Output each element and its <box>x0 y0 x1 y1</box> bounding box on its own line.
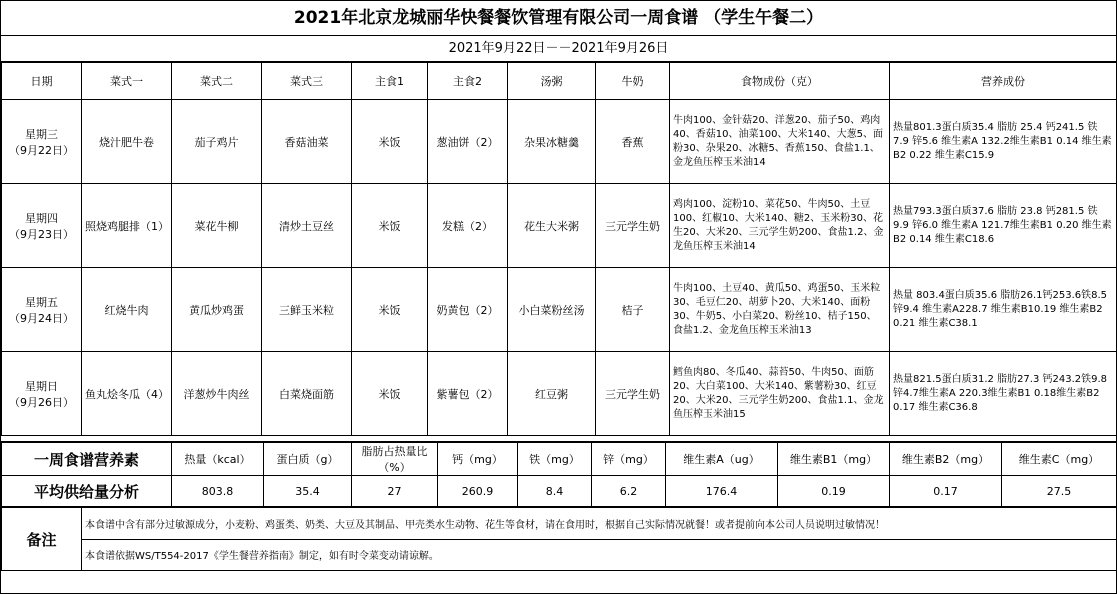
nutrient-value: 0.19 <box>778 476 890 507</box>
ingredients-cell: 鳕鱼肉80、冬瓜40、蒜苔50、牛肉50、面筋20、大白菜100、大米140、紫薯粉30、红豆20、大米20、三元学生奶200、食盐1.1、金龙鱼压榨玉米油15 <box>670 352 890 436</box>
staple2-cell: 葱油饼（2） <box>428 100 508 184</box>
header-staple1: 主食1 <box>352 63 428 100</box>
milk-cell: 香蕉 <box>596 100 670 184</box>
nutrition-label-top: 一周食谱营养素 <box>2 443 172 476</box>
date-range: 2021年9月22日－－2021年9月26日 <box>1 36 1116 62</box>
nutrient-header: 钙（mg） <box>438 443 518 476</box>
day-date: （9月22日） <box>9 143 74 157</box>
nutrient-header: 蛋白质（g） <box>264 443 352 476</box>
day-cell <box>2 268 82 352</box>
dish2-cell: 黄瓜炒鸡蛋 <box>172 268 262 352</box>
nutrition-header-row <box>2 443 1117 476</box>
ingredients-cell: 牛肉100、金针菇20、洋葱20、茄子50、鸡肉40、香菇10、油菜100、大米140、大葱5、面粉30、杂果20、冰糖5、香蕉150、食盐1.1、金龙鱼压榨玉米油14 <box>670 100 890 184</box>
header-soup: 汤粥 <box>508 63 596 100</box>
day-date: （9月23日） <box>9 227 74 241</box>
dish2-cell: 茄子鸡片 <box>172 100 262 184</box>
soup-cell: 花生大米粥 <box>508 184 596 268</box>
nutrition-cell: 热量801.3蛋白质35.4 脂肪 25.4 钙241.5 铁7.9 锌5.6 维生素A 132.2维生素B1 0.14 维生素B2 0.22 维生素C15.9 <box>890 100 1117 184</box>
staple2-cell: 奶黄包（2） <box>428 268 508 352</box>
header-staple2: 主食2 <box>428 63 508 100</box>
notes-guideline: 本食谱依据WS/T554-2017《学生餐营养指南》制定，如有时令菜变动请谅解。 <box>82 539 1117 571</box>
dish3-cell: 香菇油菜 <box>262 100 352 184</box>
milk-cell: 桔子 <box>596 268 670 352</box>
nutrient-value: 803.8 <box>172 476 264 507</box>
day-name: 星期日 <box>25 379 58 393</box>
soup-cell: 杂果冰糖羹 <box>508 100 596 184</box>
header-dish3: 菜式三 <box>262 63 352 100</box>
nutrient-header: 铁（mg） <box>518 443 592 476</box>
notes-table <box>1 507 1117 571</box>
soup-cell: 小白菜粉丝汤 <box>508 268 596 352</box>
day-cell <box>2 184 82 268</box>
dish3-cell: 清炒土豆丝 <box>262 184 352 268</box>
menu-table <box>1 62 1117 436</box>
nutrition-cell: 热量793.3蛋白质37.6 脂肪 23.8 钙281.5 铁9.9 锌6.0 维生素A 121.7维生素B1 0.20 维生素B2 0.14 维生素C18.6 <box>890 184 1117 268</box>
table-row <box>2 100 1117 184</box>
notes-allergen: 本食谱中含有部分过敏源成分，小麦粉、鸡蛋类、奶类、大豆及其制品、甲壳类水生动物、花生等食材，请在食用时，根据自己实际情况就餐！或者提前向本公司人员说明过敏情况！ <box>82 508 1117 540</box>
nutrient-value: 8.4 <box>518 476 592 507</box>
staple2-cell: 发糕（2） <box>428 184 508 268</box>
table-row <box>2 268 1117 352</box>
dish2-cell: 洋葱炒牛肉丝 <box>172 352 262 436</box>
ingredients-cell: 鸡肉100、淀粉10、菜花50、牛肉50、土豆100、红椒10、大米140、糖2、玉米粉30、花生20、大米20、三元学生奶200、食盐1.2、金龙鱼压榨玉米油14 <box>670 184 890 268</box>
nutrition-summary-table <box>1 442 1117 507</box>
nutrient-value: 260.9 <box>438 476 518 507</box>
nutrition-cell: 热量 803.4蛋白质35.6 脂肪26.1钙253.6铁8.5锌9.4 维生素A228.7 维生素B10.19 维生素B2 0.21 维生素C38.1 <box>890 268 1117 352</box>
header-nutrition: 营养成份 <box>890 63 1117 100</box>
nutrient-header: 维生素B1（mg） <box>778 443 890 476</box>
day-cell <box>2 100 82 184</box>
nutrient-value: 0.17 <box>890 476 1002 507</box>
nutrient-value: 27 <box>352 476 438 507</box>
staple1-cell: 米饭 <box>352 184 428 268</box>
day-name: 星期三 <box>25 127 58 141</box>
nutrient-header: 热量（kcal） <box>172 443 264 476</box>
nutrient-value: 176.4 <box>666 476 778 507</box>
staple1-cell: 米饭 <box>352 268 428 352</box>
soup-cell: 红豆粥 <box>508 352 596 436</box>
menu-header-row <box>2 63 1117 100</box>
nutrient-header: 脂肪占热量比（%） <box>352 443 438 476</box>
dish3-cell: 白菜烧面筋 <box>262 352 352 436</box>
nutrient-value: 35.4 <box>264 476 352 507</box>
table-row <box>2 352 1117 436</box>
day-date: （9月24日） <box>9 311 74 325</box>
table-row <box>2 184 1117 268</box>
dish3-cell: 三鲜玉米粒 <box>262 268 352 352</box>
dish1-cell: 烧汁肥牛卷 <box>82 100 172 184</box>
nutrient-value: 27.5 <box>1002 476 1117 507</box>
day-name: 星期四 <box>25 211 58 225</box>
nutrient-value: 6.2 <box>592 476 666 507</box>
staple2-cell: 紫薯包（2） <box>428 352 508 436</box>
nutrition-value-row <box>2 476 1117 507</box>
milk-cell: 三元学生奶 <box>596 184 670 268</box>
dish1-cell: 鱼丸烩冬瓜（4） <box>82 352 172 436</box>
nutrient-header: 锌（mg） <box>592 443 666 476</box>
staple1-cell: 米饭 <box>352 352 428 436</box>
nutrition-cell: 热量821.5蛋白质31.2 脂肪27.3 钙243.2铁9.8锌4.7维生素A 220.3维生素B1 0.18维生素B2 0.17 维生素C36.8 <box>890 352 1117 436</box>
nutrient-header: 维生素C（mg） <box>1002 443 1117 476</box>
nutrient-header: 维生素B2（mg） <box>890 443 1002 476</box>
header-dish2: 菜式二 <box>172 63 262 100</box>
day-name: 星期五 <box>25 295 58 309</box>
page-title: 2021年北京龙城丽华快餐餐饮管理有限公司一周食谱 （学生午餐二） <box>1 1 1116 36</box>
nutrition-label-bottom: 平均供给量分析 <box>2 476 172 507</box>
milk-cell: 三元学生奶 <box>596 352 670 436</box>
ingredients-cell: 牛肉100、土豆40、黄瓜50、鸡蛋50、玉米粒30、毛豆仁20、胡萝卜20、大米140、面粉30、牛奶5、小白菜20、粉丝10、桔子150、食盐1.2、金龙鱼压榨玉米油13 <box>670 268 890 352</box>
dish1-cell: 照烧鸡腿排（1） <box>82 184 172 268</box>
header-dish1: 菜式一 <box>82 63 172 100</box>
header-date: 日期 <box>2 63 82 100</box>
header-milk: 牛奶 <box>596 63 670 100</box>
notes-label: 备注 <box>2 508 82 571</box>
day-date: （9月26日） <box>9 395 74 409</box>
day-cell <box>2 352 82 436</box>
header-ingredients: 食物成份（克） <box>670 63 890 100</box>
staple1-cell: 米饭 <box>352 100 428 184</box>
dish1-cell: 红烧牛肉 <box>82 268 172 352</box>
nutrient-header: 维生素A（ug） <box>666 443 778 476</box>
dish2-cell: 菜花牛柳 <box>172 184 262 268</box>
